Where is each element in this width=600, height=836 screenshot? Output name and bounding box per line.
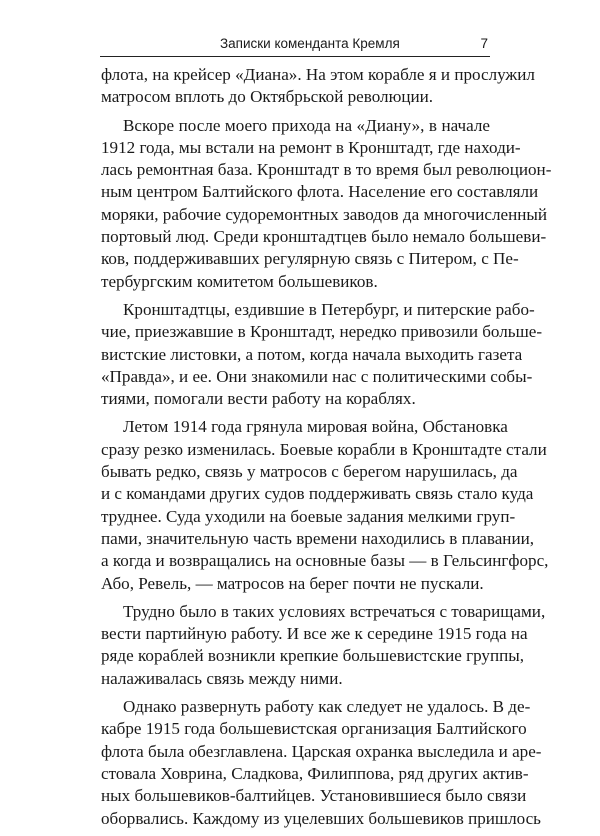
text-line: лась ремонтная база. Кронштадт в то время был революцион- (101, 160, 552, 180)
text-line: вистские листовки, а потом, когда начала выходить газета (101, 344, 523, 364)
text-line: матросом вплоть до Октябрьской революции. (101, 87, 434, 107)
text-line: «Правда», и ее. Они знакомили нас с политическими собы- (101, 366, 533, 386)
text-line: Вскоре после моего прихода на «Диану», в начале (123, 115, 490, 135)
text-line: и с командами других судов поддерживать связь стало куда (101, 484, 534, 504)
text-line: вести партийную работу. И все же к середине 1915 года на (101, 624, 528, 644)
text-line: 1912 года, мы встали на ремонт в Кронштадт, где находи- (101, 137, 521, 157)
paragraph (101, 696, 542, 830)
text-line: ных большевиков-балтийцев. Установившиеся было связи (101, 786, 527, 806)
text-line: чие, приезжавшие в Кронштадт, нередко привозили больше- (101, 322, 543, 342)
text-line: налаживалась связь между ними. (101, 668, 343, 688)
text-line: ков, поддерживавших регулярную связь с Питером, с Пе- (101, 249, 519, 269)
running-header (100, 34, 490, 57)
text-line: сразу резко изменилась. Боевые корабли в Кронштадте стали (101, 439, 547, 459)
text-line: труднее. Суда уходили на боевые задания мелкими груп- (101, 506, 516, 526)
text-line: пами, значительную часть времени находились в плавании, (101, 528, 535, 548)
text-line: оборвались. Каждому из уцелевших большевиков пришлось (101, 808, 541, 828)
text-line: Кронштадтцы, ездившие в Петербург, и питерские рабо- (123, 299, 535, 319)
paragraph (101, 299, 543, 410)
text-line: Трудно было в таких условиях встречаться с товарищами, (123, 601, 546, 621)
text-line: ным центром Балтийского флота. Население его составляли (101, 182, 539, 202)
text-line: Однако развернуть работу как следует не удалось. В де- (123, 697, 531, 717)
text-line: флота была обезглавлена. Царская охранка выследила и аре- (101, 741, 542, 761)
text-line: стовала Ховрина, Сладкова, Филиппова, ряд других актив- (101, 763, 529, 783)
text-line: тиями, помогали вести работу на кораблях. (101, 389, 416, 409)
text-line: флота, на крейсер «Диана». На этом корабле я и прослужил (101, 65, 535, 84)
paragraph (101, 416, 549, 594)
paragraph (101, 64, 535, 109)
paragraph (101, 115, 552, 293)
text-line: а когда и возвращались на основные базы — в Гельсингфорс, (101, 551, 549, 571)
text-line: кабре 1915 года большевистская организация Балтийского (101, 719, 527, 739)
paragraph (101, 601, 546, 690)
page-number: 7 (480, 36, 488, 51)
body-text (101, 64, 552, 836)
text-line: бывать редко, связь у матросов с берегом нарушилась, да (101, 462, 518, 482)
text-line: Або, Ревель, — матросов на берег почти не пускали. (101, 573, 484, 593)
text-line: портовый люд. Среди кронштадтцев было немало большеви- (101, 227, 547, 247)
text-line: Летом 1914 года грянула мировая война, Обстановка (123, 417, 508, 437)
running-title: Записки коменданта Кремля (220, 36, 400, 51)
text-line: моряки, рабочие судоремонтных заводов да многочисленный (101, 204, 548, 224)
text-line: ряде кораблей возникли крепкие большевистские группы, (101, 646, 525, 666)
text-line: тербургским комитетом большевиков. (101, 271, 378, 291)
